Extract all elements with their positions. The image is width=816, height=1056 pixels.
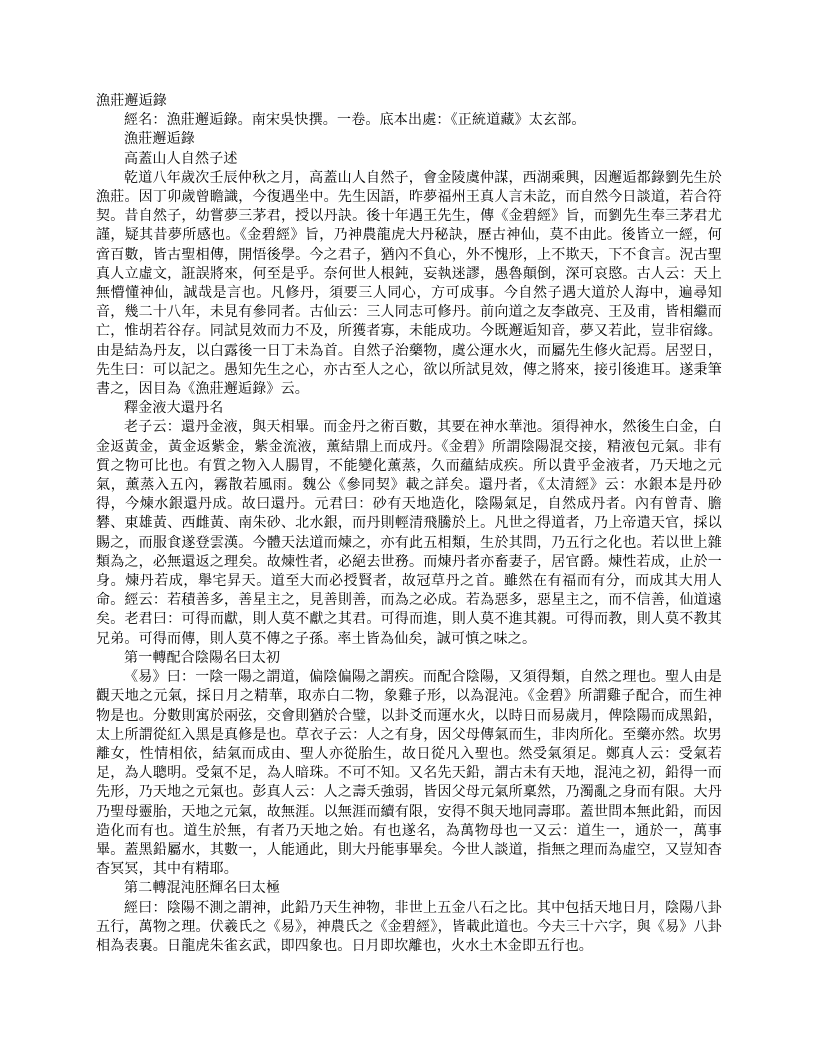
- paragraph: 《易》曰：一陰一陽之謂道，偏陰偏陽之謂疾。而配合陰陽，又須得類，自然之理也。聖人由是觀天地之元氣，採日月之精華，取赤白二物，象雞子形，以為混沌。《金碧》所謂雞子配合，而生神物是也。分數則寓於兩弦，交會則猶於合璧，以卦爻而運水火，以時日而易歲月，俾陰陽而成黑鉛，太上所謂從紅入黑是真修是也。草衣子云：人之有身，因父母傳氣而生，非肉所化。至藥亦然。坎男離女，性情相依，結氣而成由、聖人亦從胎生，故日從凡入聖也。然受氣須足。鄭真人云：受氣若足，為人聰明。受氣不足，為人暗珠。不可不知。又名先天鉛，謂古未有天地，混沌之初，鉛得一而先形，乃天地之元氣也。彭真人云：人之壽夭強弱，皆因父母元氣所稟然，乃濁亂之身而有限。大丹乃聖母靈胎，天地之元氣，故無涯。以無涯而續有限，安得不與天地同壽耶。蓋世問本無此鉛，而因造化而有也。道生於無，有者乃天地之始。有也遂名，為萬物母也一又云：道生一，通於一，萬事畢。蓋黑鉛屬水，其數一，人能通此，則大丹能事畢矣。今世人談道，指無之理而為虛空，又豈知杳杳冥冥，其中有精耶。: [96, 670, 722, 878]
- document-body: [96, 92, 722, 956]
- paragraph: 經曰：陰陽不測之謂神，此鉛乃天生神物，非世上五金八石之比。其中包括天地日月，陰陽八卦五行，萬物之理。伏羲氏之《易》，神農氏之《金碧經》，皆載此道也。今夫三十六字，與《易》八卦相為表裏。日龍虎朱雀玄武，即四象也。日月即坎離也，火水土木金即五行也。: [96, 900, 722, 954]
- inner-title: 漁莊邂逅錄: [124, 132, 195, 148]
- section-heading: 第二轉混沌胚輝名曰太極: [124, 881, 281, 897]
- doc-title: 漁莊邂逅錄: [96, 94, 167, 109]
- section-heading: 釋金液大還丹名: [124, 401, 224, 417]
- paragraph: 乾道八年歲次壬辰仲秋之月，高蓋山人自然子，會金陵虞仲謀，西湖乘興，因邂逅都錄劉先生於漁莊。因丁卯歲曾瞻識，今復遇坐中。先生因語，昨夢福州王真人言未訖，而自然今日談道，若合符契。昔自然子，幼嘗夢三茅君，授以丹訣。後十年遇王先生，傳《金碧經》旨，而劉先生奉三茅君尤謹，疑其昔夢所感也。《金碧經》旨，乃神農龍虎大丹秘訣，歷古神仙，莫不由此。後皆立一經，何啻百數，皆古聖相傳，開悟後學。今之君子，猶內不負心，外不愧形，上不欺天，下不食言。況古聖真人立虛文，誑誤將來，何至是乎。奈何世人根鈍，妄執迷謬，愚魯顛倒，深可哀愍。古人云：天上無懵懂神仙，誠哉是言也。凡修丹，須要三人同心，方可成事。今自然子遇大道於人海中，遍尋知音，幾二十八年，未見有參同者。古仙云：三人同志可修丹。前向道之友李啟亮、王及甫，皆相繼而亡，惟胡若谷存。同試見效而力不及，所獲者寡，未能成功。今既邂逅知音，夢又若此，豈非宿緣。由是結為丹友，以白露後一日丁未為首。自然子治藥物，虞公運水火，而屬先生修火記焉。居翌日，先生曰：可以記之。愚知先生之心，亦古至人之心，欲以所試見效，傳之將來，接引後進耳。遂秉筆書之，因目為《漁莊邂逅錄》云。: [96, 170, 722, 398]
- author-line: 高蓋山人自然子述: [124, 151, 238, 167]
- paragraph: 老子云：還丹金液，與天相畢。而金丹之術百數，其要在神水華池。須得神水，然後生白金，白金返黃金，黃金返紫金，紫金流液，薰結鼎上而成丹。《金碧》所謂陰陽混交接，精液包元氣。非有質之物可比也。有質之物入人腸胃，不能變化薰蒸，久而蘊結成疾。所以貴乎金液者，乃天地之元氣，薰蒸入五內，霧散若風雨。魏公《參同契》載之詳矣。還丹者，《太清經》云：水銀本是丹砂得，今煉水銀還丹成。故曰還丹。元君曰：砂有天地造化，陰陽氣足，自然成丹者。內有曾青、膽礬、東雄黃、西雌黃、南朱砂、北水銀，而丹則輕清飛騰於上。凡世之得道者，乃上帝遣天官，採以賜之，而服食遂登雲漢。今體天法道而煉之，亦有此五相類，生於其問，乃五行之化也。若以世上雜類為之，必無還返之理矣。故煉性者，必絕去世務。而煉丹者亦畜妻子，居官爵。煉性若成，止於一身。煉丹若成，舉宅昇天。道至大而必授賢者，故冠草丹之首。雖然在有福而有分，而成其大用人命。經云：若積善多，善星主之，見善則善，而為之必成。若為惡多，惡星主之，而不信善，仙道遠矣。老君曰：可得而獻，則人莫不獻之其君。可得而進，則人莫不進其親。可得而教，則人莫不教其兄弟。可得而傳，則人莫不傳之子孫。率土皆為仙矣，誠可慎之味之。: [96, 420, 722, 647]
- section-heading: 第一轉配合陰陽名曰太初: [124, 650, 281, 666]
- meta-line: 經名：漁莊邂逅錄。南宋吳快撰。一卷。底本出處：《正統道藏》太玄部。: [124, 113, 586, 129]
